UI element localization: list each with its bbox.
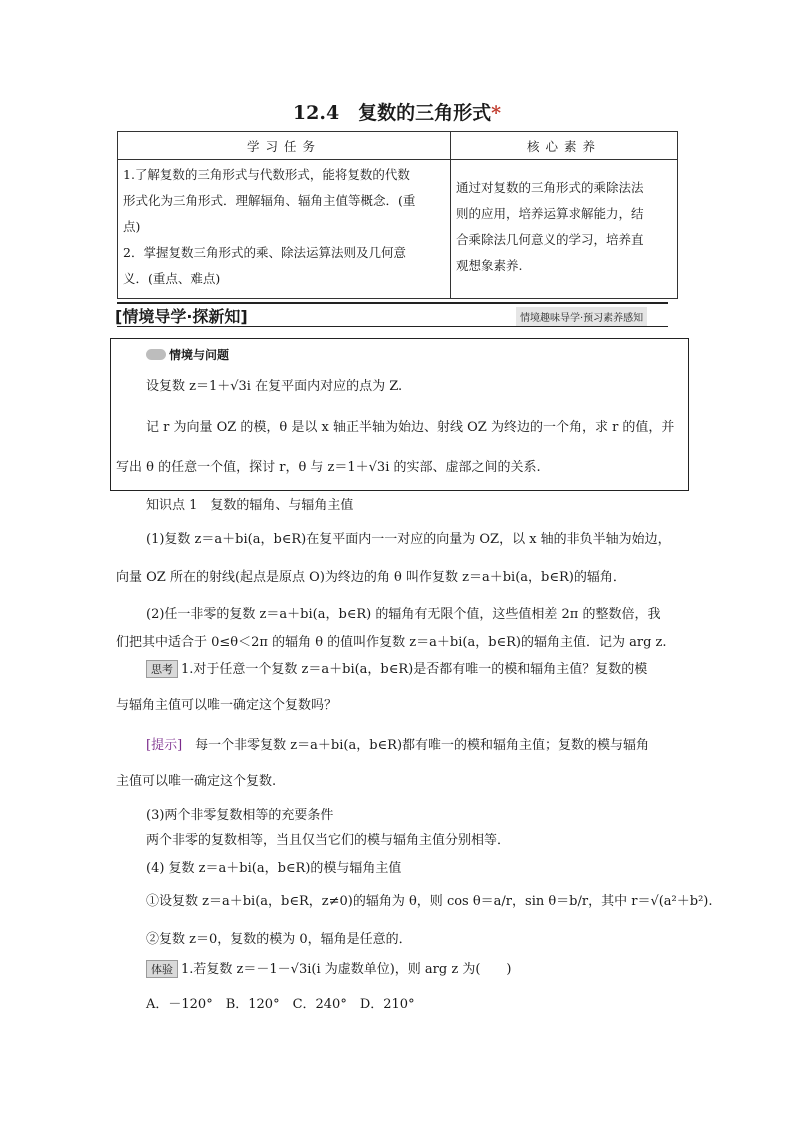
paragraph-1b: 向量 OZ 所在的射线(起点是原点 O)为终边的角 θ 叫作复数 z＝a＋bi(a，b∈R)的辐角．	[116, 570, 626, 585]
section-tag: 情境趣味导学·预习素养感知	[516, 307, 647, 326]
think-text: 1.对于任意一个复数 z＝a＋bi(a，b∈R)是否都有唯一的模和辐角主值？复数的模	[181, 662, 648, 677]
task-line: 点)	[123, 219, 141, 234]
think-line-1	[146, 658, 647, 678]
situation-line-2: 记 r 为向量 OZ 的模，θ 是以 x 轴正半轴为始边、射线 OZ 为终边的一个角，求 r 的值，并	[146, 420, 675, 435]
speech-bubble-icon	[146, 349, 166, 360]
experience-question: 1.若复数 z＝－1－√3i(i 为虚数单位)，则 arg z 为( )	[181, 962, 512, 977]
core-literacy-cell	[451, 160, 678, 299]
condition-title: (3)两个非零复数相等的充要条件	[146, 808, 334, 823]
hint-line-1	[146, 734, 649, 753]
learning-tasks-cell	[118, 160, 451, 299]
modulus-argument-title: (4) 复数 z＝a＋bi(a，b∈R)的模与辐角主值	[146, 861, 402, 876]
situation-line-1: 设复数 z＝1＋√3i 在复平面内对应的点为 Z.	[146, 379, 403, 394]
hint-text: 每一个非零复数 z＝a＋bi(a，b∈R)都有唯一的模和辐角主值；复数的模与辐角	[195, 738, 650, 753]
literacy-line: 合乘除法几何意义的学习，培养直	[456, 232, 644, 247]
page-title: 12.4 复数的三角形式*	[292, 102, 502, 124]
literacy-line: 通过对复数的三角形式的乘除法法	[456, 180, 644, 195]
paragraph-1a: (1)复数 z＝a＋bi(a，b∈R)在复平面内一一对应的向量为 OZ，以 x 轴的非负半轴为始边，	[146, 532, 671, 547]
task-line: 义．(重点、难点)	[123, 271, 221, 286]
situation-heading: 情境与问题	[146, 346, 229, 363]
condition-body: 两个非零的复数相等，当且仅当它们的模与辐角主值分别相等．	[146, 833, 511, 848]
header-core-literacy: 核心素养	[451, 132, 678, 160]
experience-line	[146, 958, 511, 978]
literacy-line: 则的应用，培养运算求解能力，结	[456, 206, 644, 221]
experience-options: A．－120° B．120° C．240° D．210°	[146, 997, 415, 1012]
header-learning-tasks: 学习任务	[118, 132, 451, 160]
learning-task-table	[117, 131, 678, 299]
section-title: [情境导学·探新知]	[115, 307, 248, 326]
paragraph-2a: (2)任一非零的复数 z＝a＋bi(a，b∈R) 的辐角有无限个值，这些值相差 2π 的整数倍，我	[146, 607, 661, 622]
zero-case-line: ②复数 z＝0，复数的模为 0，辐角是任意的．	[146, 932, 412, 947]
experience-tag: 体验	[146, 960, 178, 978]
paragraph-2b: 们把其中适合于 0≤θ＜2π 的辐角 θ 的值叫作复数 z＝a＋bi(a，b∈R)的辐角主值．记为 arg z.	[116, 635, 667, 650]
think-tag: 思考	[146, 660, 178, 678]
knowledge-point-title: 知识点 1 复数的辐角、与辐角主值	[146, 498, 354, 513]
hint-tag: [提示]	[146, 738, 183, 753]
modulus-formula-line: ①设复数 z＝a＋bi(a，b∈R，z≠0)的辐角为 θ，则 cos θ＝a/r，sin θ＝b/r，其中 r＝√(a²＋b²).	[146, 894, 713, 909]
task-line: 2．掌握复数三角形式的乘、除法运算法则及几何意	[123, 245, 406, 260]
task-line: 形式化为三角形式．理解辐角、辐角主值等概念．(重	[123, 193, 416, 208]
think-line-2: 与辐角主值可以唯一确定这个复数吗？	[116, 698, 338, 713]
hint-line-2: 主值可以唯一确定这个复数.	[116, 774, 277, 789]
situation-line-3: 写出 θ 的任意一个值，探讨 r，θ 与 z＝1＋√3i 的实部、虚部之间的关系.	[116, 460, 541, 475]
task-line: 1.了解复数的三角形式与代数形式，能将复数的代数	[123, 167, 410, 182]
literacy-line: 观想象素养.	[456, 258, 523, 273]
